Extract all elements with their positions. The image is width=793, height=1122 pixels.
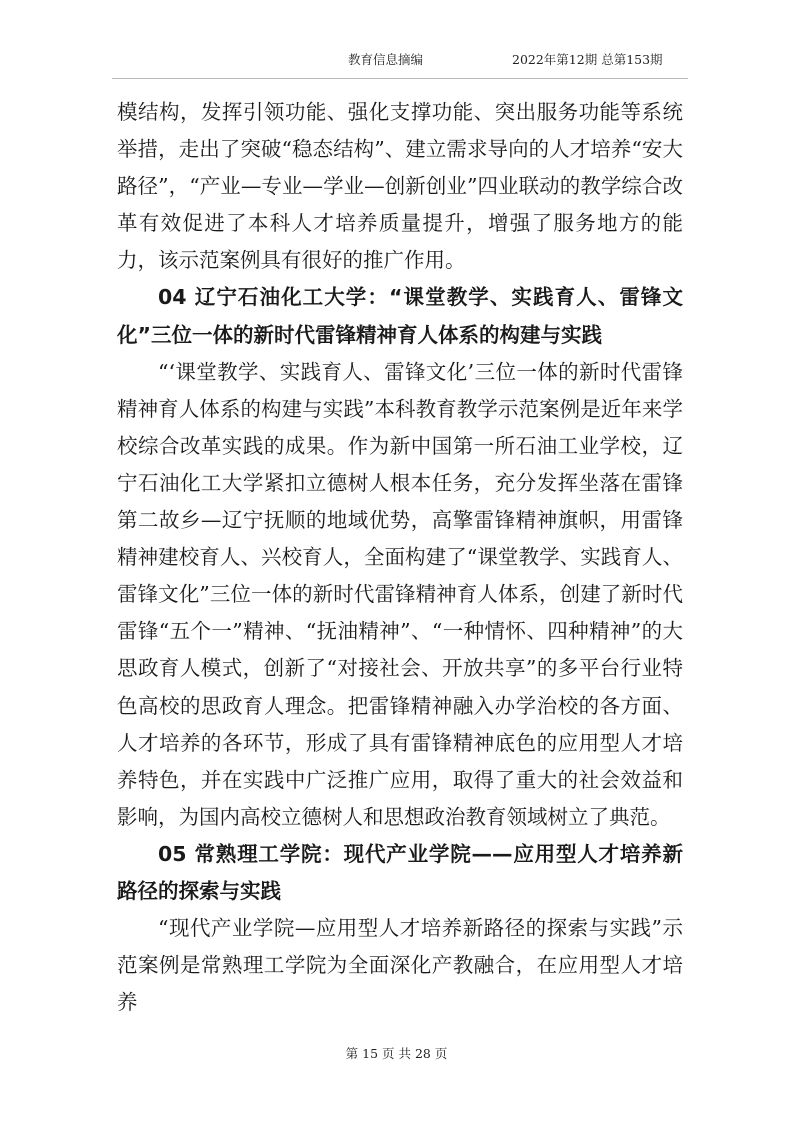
publication-title: 教育信息摘编 <box>348 52 424 67</box>
issue-number: 2022年第12期 总第153期 <box>512 52 663 67</box>
section-heading-04: 04 辽宁石油化工大学：“课堂教学、实践育人、雷锋文化”三位一体的新时代雷锋精神育人体系的构建与实践 <box>117 285 683 347</box>
page-footer <box>0 1044 793 1062</box>
article-body <box>117 94 683 1021</box>
continued-paragraph: 模结构，发挥引领功能、强化支撑功能、突出服务功能等系统举措，走出了突破“稳态结构”、建立需求导向的人才培养“安大路径”，“产业—专业—学业—创新创业”四业联动的教学综合改革有效促进了本科人才培养质量提升，增强了服务地方的能力，该示范案例具有很好的推广作用。 <box>117 100 683 273</box>
section-paragraph-04: “‘课堂教学、实践育人、雷锋文化’三位一体的新时代雷锋精神育人体系的构建与实践”本科教育教学示范案例是近年来学校综合改革实践的成果。作为新中国第一所石油工业学校，辽宁石油化工大学紧扣立德树人根本任务，充分发挥坐落在雷锋第二故乡—辽宁抚顺的地域优势，高擎雷锋精神旗帜，用雷锋精神建校育人、兴校育人，全面构建了“课堂教学、实践育人、雷锋文化”三位一体的新时代雷锋精神育人体系，创建了新时代雷锋“五个一”精神、“抚油精神”、“一种情怀、四种精神”的大思政育人模式，创新了“对接社会、开放共享”的多平台行业特色高校的思政育人理念。把雷锋精神融入办学治校的各方面、人才培养的各环节，形成了具有雷锋精神底色的应用型人才培养特色，并在实践中广泛推广应用，取得了重大的社会效益和影响，为国内高校立德树人和思想政治教育领域树立了典范。 <box>117 359 683 829</box>
section-heading-05: 05 常熟理工学院：现代产业学院——应用型人才培养新路径的探索与实践 <box>117 841 683 903</box>
header-divider <box>112 78 688 79</box>
page-number: 第 15 页 共 28 页 <box>345 1046 448 1061</box>
section-paragraph-05: “现代产业学院—应用型人才培养新路径的探索与实践”示范案例是常熟理工学院为全面深化产教融合，在应用型人才培养 <box>117 916 683 1015</box>
page-header <box>0 50 793 70</box>
